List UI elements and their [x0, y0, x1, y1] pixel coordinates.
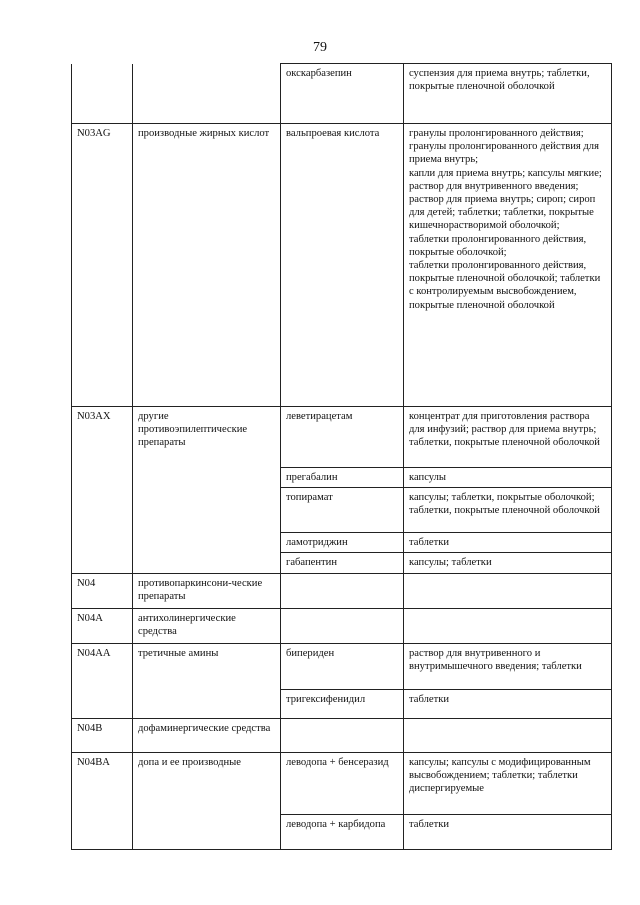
forms-cell: [404, 573, 612, 608]
table-row: [72, 718, 612, 752]
drug-table: [71, 63, 612, 850]
drug-cell: леводопа + бенсеразид: [281, 752, 404, 814]
drug-cell: леветирацетам: [281, 407, 404, 468]
group-cell: [133, 64, 281, 124]
drug-cell: габапентин: [281, 553, 404, 573]
table-row: [72, 573, 612, 608]
group-cell: производные жирных кислот: [133, 124, 281, 407]
drug-cell: топирамат: [281, 488, 404, 533]
atc-code-cell: N03AG: [72, 124, 133, 407]
forms-cell: капсулы; таблетки: [404, 553, 612, 573]
group-cell: противопаркинсони-ческие препараты: [133, 573, 281, 608]
atc-code-cell: [72, 64, 133, 124]
atc-code-cell: N04B: [72, 718, 133, 752]
forms-cell: концентрат для приготовления раствора для инфузий; раствор для приема внутрь; таблетки, покрытые пленочной оболочкой: [404, 407, 612, 468]
atc-code-cell: N04AA: [72, 643, 133, 718]
forms-cell: капсулы: [404, 468, 612, 488]
forms-cell: суспензия для приема внутрь; таблетки, покрытые пленочной оболочкой: [404, 64, 612, 124]
group-cell: дофаминергические средства: [133, 718, 281, 752]
group-cell: антихолинергические средства: [133, 608, 281, 643]
group-cell: третичные амины: [133, 643, 281, 718]
forms-cell: гранулы пролонгированного действия; гранулы пролонгированного действия для приема внутрь; капли для приема внутрь; капсулы мягкие; раствор для внутривенного введения; раствор для приема внутрь; сироп; сироп для детей; таблетки; таблетки, покрытые кишечнорастворимой оболочкой; таблетки пролонгированного действия, покрытые оболочкой; таблетки пролонгированного действия, покрытые пленочной оболочкой; таблетки с контролируемым высвобождением, покрытые пленочной оболочкой: [404, 124, 612, 407]
group-cell: допа и ее производные: [133, 752, 281, 849]
drug-cell: бипериден: [281, 643, 404, 689]
forms-cell: [404, 718, 612, 752]
table-row: [72, 124, 612, 407]
forms-cell: таблетки: [404, 689, 612, 718]
table-row: [72, 407, 612, 468]
atc-code-cell: N04BA: [72, 752, 133, 849]
drug-cell: [281, 573, 404, 608]
forms-cell: [404, 608, 612, 643]
drug-cell: прегабалин: [281, 468, 404, 488]
atc-code-cell: N03AX: [72, 407, 133, 574]
forms-cell: таблетки: [404, 814, 612, 849]
forms-cell: капсулы; таблетки, покрытые оболочкой; таблетки, покрытые пленочной оболочкой: [404, 488, 612, 533]
atc-code-cell: N04A: [72, 608, 133, 643]
forms-cell: капсулы; капсулы с модифицированным высвобождением; таблетки; таблетки диспергируемые: [404, 752, 612, 814]
forms-cell: раствор для внутривенного и внутримышечного введения; таблетки: [404, 643, 612, 689]
group-cell: другие противоэпилептические препараты: [133, 407, 281, 574]
atc-code-cell: N04: [72, 573, 133, 608]
page-number: 79: [313, 40, 327, 55]
drug-cell: леводопа + карбидопа: [281, 814, 404, 849]
drug-cell: ламотриджин: [281, 533, 404, 553]
drug-cell: [281, 718, 404, 752]
drug-cell: вальпроевая кислота: [281, 124, 404, 407]
drug-cell: окскарбазепин: [281, 64, 404, 124]
table-row: [72, 643, 612, 689]
drug-cell: [281, 608, 404, 643]
table-row: [72, 64, 612, 124]
table-row: [72, 752, 612, 814]
forms-cell: таблетки: [404, 533, 612, 553]
drug-cell: тригексифенидил: [281, 689, 404, 718]
table-row: [72, 608, 612, 643]
